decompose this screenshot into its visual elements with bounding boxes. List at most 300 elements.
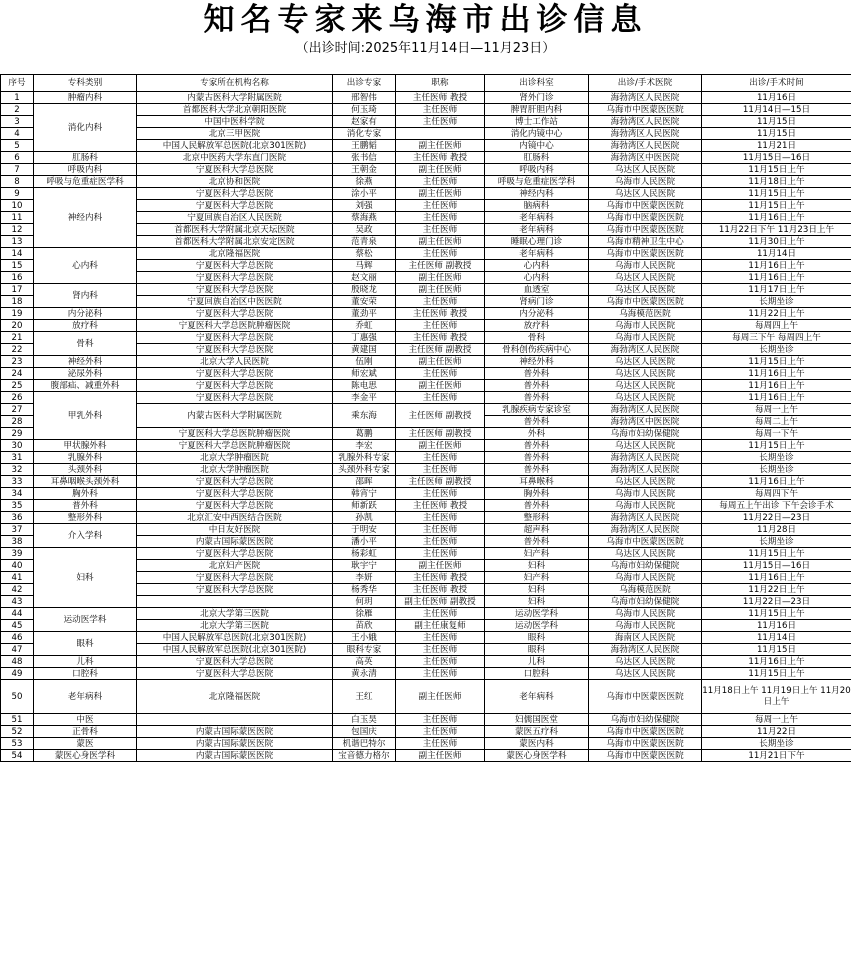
title-cell [396, 128, 485, 140]
specialty-cell: 放疗科 [34, 320, 137, 332]
hospital-cell: 乌海市中医蒙医医院 [589, 104, 702, 116]
department-cell: 血透室 [485, 284, 589, 296]
time-cell: 11月22日—23日 [702, 512, 851, 524]
institution-cell: 宁夏医科大学总医院肿瘤医院 [137, 320, 333, 332]
expert-cell: 眼科专家 [333, 644, 396, 656]
table-row [1, 738, 851, 750]
expert-cell: 乔虹 [333, 320, 396, 332]
title-cell: 主任医师 教授 [396, 92, 485, 104]
institution-cell: 宁夏医科大学总医院 [137, 668, 333, 680]
title-cell: 主任医师 教授 [396, 332, 485, 344]
row-number: 10 [1, 200, 34, 212]
expert-cell: 孙凯 [333, 512, 396, 524]
department-cell: 普外科 [485, 368, 589, 380]
row-number: 24 [1, 368, 34, 380]
time-cell: 每周一上午 [702, 404, 851, 416]
row-number: 50 [1, 680, 34, 714]
department-cell: 妇儒国医堂 [485, 714, 589, 726]
hospital-cell: 海勃湾区人民医院 [589, 128, 702, 140]
expert-cell: 王小娥 [333, 632, 396, 644]
row-number: 46 [1, 632, 34, 644]
row-number: 49 [1, 668, 34, 680]
row-number: 35 [1, 500, 34, 512]
column-header: 专家所在机构名称 [137, 75, 333, 92]
expert-cell: 耿宇宁 [333, 560, 396, 572]
department-cell: 神经外科 [485, 356, 589, 368]
time-cell: 11月22日上午 [702, 584, 851, 596]
specialty-cell: 蒙医 [34, 738, 137, 750]
title-cell: 主任医师 [396, 714, 485, 726]
row-number: 23 [1, 356, 34, 368]
institution-cell: 北京大学第三医院 [137, 608, 333, 620]
title-cell: 主任医师 教授 [396, 152, 485, 164]
department-cell: 普外科 [485, 464, 589, 476]
time-cell: 11月16日上午 [702, 272, 851, 284]
time-cell: 11月17日上午 [702, 284, 851, 296]
expert-cell: 殷晓龙 [333, 284, 396, 296]
title-cell: 主任医师 [396, 536, 485, 548]
title-cell: 副主任医师 [396, 272, 485, 284]
specialty-cell: 神经内科 [34, 188, 137, 248]
hospital-cell: 乌海市人民医院 [589, 320, 702, 332]
row-number: 14 [1, 248, 34, 260]
title-cell: 主任医师 [396, 368, 485, 380]
expert-cell: 蔡松 [333, 248, 396, 260]
institution-cell: 北京协和医院 [137, 176, 333, 188]
institution-cell: 北京隆福医院 [137, 680, 333, 714]
table-row [1, 392, 851, 404]
department-cell: 胸外科 [485, 488, 589, 500]
specialty-cell: 耳鼻咽喉头颈外科 [34, 476, 137, 488]
department-cell: 放疗科 [485, 320, 589, 332]
expert-cell: 葛鹏 [333, 428, 396, 440]
row-number: 54 [1, 750, 34, 762]
expert-cell: 涂小平 [333, 188, 396, 200]
expert-cell: 邵晖 [333, 476, 396, 488]
institution-cell: 中日友好医院 [137, 524, 333, 536]
institution-cell: 宁夏回族自治区中医医院 [137, 296, 333, 308]
row-number: 21 [1, 332, 34, 344]
row-number: 15 [1, 260, 34, 272]
institution-cell: 中国人民解放军总医院(北京301医院) [137, 140, 333, 152]
hospital-cell: 乌海模范医院 [589, 584, 702, 596]
row-number: 53 [1, 738, 34, 750]
institution-cell: 内蒙古国际蒙医医院 [137, 750, 333, 762]
hospital-cell: 乌海市人民医院 [589, 332, 702, 344]
row-number: 52 [1, 726, 34, 738]
institution-cell: 宁夏医科大学总医院 [137, 164, 333, 176]
expert-cell: 黄永清 [333, 668, 396, 680]
table-row [1, 668, 851, 680]
title-cell: 副主任康复师 [396, 620, 485, 632]
department-cell: 肛肠科 [485, 152, 589, 164]
institution-cell: 北京隆福医院 [137, 248, 333, 260]
time-cell: 11月14日—15日 [702, 104, 851, 116]
specialty-cell: 乳腺外科 [34, 452, 137, 464]
specialty-cell: 胸外科 [34, 488, 137, 500]
expert-cell: 何玉琦 [333, 104, 396, 116]
time-cell: 11月16日上午 [702, 476, 851, 488]
hospital-cell: 海勃湾区人民医院 [589, 512, 702, 524]
time-cell: 11月18日上午 11月19日上午 11月20日上午 [702, 680, 851, 714]
time-cell: 11月30日上午 [702, 236, 851, 248]
title-cell: 主任医师 教授 [396, 572, 485, 584]
department-cell: 妇科 [485, 560, 589, 572]
hospital-cell: 乌达区人民医院 [589, 656, 702, 668]
institution-cell: 北京大学人民医院 [137, 356, 333, 368]
specialty-cell: 甲状腺外科 [34, 440, 137, 452]
department-cell: 蒙医心身医学科 [485, 750, 589, 762]
title-cell: 主任医师 [396, 212, 485, 224]
row-number: 42 [1, 584, 34, 596]
row-number: 45 [1, 620, 34, 632]
table-header-row [1, 75, 851, 92]
department-cell: 普外科 [485, 440, 589, 452]
hospital-cell: 乌海市人民医院 [589, 500, 702, 512]
hospital-cell: 乌海市中医蒙医医院 [589, 212, 702, 224]
time-cell: 11月15日上午 [702, 188, 851, 200]
hospital-cell: 乌海市中医蒙医医院 [589, 200, 702, 212]
table-row [1, 500, 851, 512]
department-cell: 外科 [485, 428, 589, 440]
title-cell: 主任医师 [396, 632, 485, 644]
table-row [1, 368, 851, 380]
specialty-cell: 儿科 [34, 656, 137, 668]
institution-cell: 宁夏医科大学总医院 [137, 392, 333, 404]
department-cell: 普外科 [485, 380, 589, 392]
institution-cell: 中国人民解放军总医院(北京301医院) [137, 632, 333, 644]
specialty-cell: 神经外科 [34, 356, 137, 368]
expert-cell: 陈电思 [333, 380, 396, 392]
row-number: 47 [1, 644, 34, 656]
time-cell: 11月16日上午 [702, 392, 851, 404]
expert-cell: 范青泉 [333, 236, 396, 248]
title-cell: 副主任医师 [396, 188, 485, 200]
hospital-cell: 海勃湾区人民医院 [589, 344, 702, 356]
table-row [1, 632, 851, 644]
hospital-cell: 海南区人民医院 [589, 632, 702, 644]
specialty-cell: 普外科 [34, 500, 137, 512]
hospital-cell: 海勃湾区人民医院 [589, 644, 702, 656]
specialty-cell: 妇科 [34, 548, 137, 608]
title-cell: 主任医师 [396, 392, 485, 404]
row-number: 9 [1, 188, 34, 200]
row-number: 27 [1, 404, 34, 416]
hospital-cell: 乌达区人民医院 [589, 668, 702, 680]
hospital-cell: 乌海市中医蒙医医院 [589, 738, 702, 750]
hospital-cell: 乌海市妇幼保健院 [589, 596, 702, 608]
department-cell: 普外科 [485, 392, 589, 404]
table-row [1, 476, 851, 488]
title-cell: 副主任医师 [396, 560, 485, 572]
expert-cell: 何玥 [333, 596, 396, 608]
time-cell: 11月21日 [702, 140, 851, 152]
hospital-cell: 乌海市中医蒙医医院 [589, 296, 702, 308]
hospital-cell: 海勃湾区中医医院 [589, 416, 702, 428]
title-cell: 副主任医师 副教授 [396, 596, 485, 608]
title-cell: 主任医师 副教授 [396, 428, 485, 440]
specialty-cell: 甲乳外科 [34, 392, 137, 440]
time-cell: 11月16日 [702, 92, 851, 104]
department-cell: 妇产科 [485, 548, 589, 560]
hospital-cell: 乌达区人民医院 [589, 476, 702, 488]
title-cell: 主任医师 [396, 512, 485, 524]
row-number: 25 [1, 380, 34, 392]
row-number: 11 [1, 212, 34, 224]
department-cell: 消化内镜中心 [485, 128, 589, 140]
institution-cell: 北京妇产医院 [137, 560, 333, 572]
table-row [1, 356, 851, 368]
time-cell: 11月15日上午 [702, 356, 851, 368]
table-row [1, 164, 851, 176]
time-cell: 11月15日上午 [702, 440, 851, 452]
title-cell: 副主任医师 [396, 750, 485, 762]
expert-cell: 蔡海燕 [333, 212, 396, 224]
department-cell: 普外科 [485, 500, 589, 512]
row-number: 48 [1, 656, 34, 668]
time-cell: 每周二上午 [702, 416, 851, 428]
row-number: 19 [1, 308, 34, 320]
department-cell: 运动医学科 [485, 608, 589, 620]
row-number: 33 [1, 476, 34, 488]
hospital-cell: 乌海市中医蒙医医院 [589, 680, 702, 714]
specialty-cell: 运动医学科 [34, 608, 137, 632]
time-cell: 11月16日上午 [702, 380, 851, 392]
column-header: 出诊科室 [485, 75, 589, 92]
department-cell: 眼科 [485, 644, 589, 656]
schedule-table [0, 74, 851, 762]
specialty-cell: 呼吸内科 [34, 164, 137, 176]
table-row [1, 488, 851, 500]
title-cell: 主任医师 [396, 116, 485, 128]
institution-cell [137, 596, 333, 608]
institution-cell: 宁夏医科大学总医院 [137, 332, 333, 344]
institution-cell: 宁夏医科大学总医院 [137, 272, 333, 284]
title-cell: 主任医师 [396, 488, 485, 500]
title-cell: 主任医师 副教授 [396, 260, 485, 272]
specialty-cell: 消化内科 [34, 104, 137, 152]
title-cell: 副主任医师 [396, 356, 485, 368]
row-number: 8 [1, 176, 34, 188]
hospital-cell: 乌海市人民医院 [589, 620, 702, 632]
row-number: 36 [1, 512, 34, 524]
time-cell: 11月22日 [702, 726, 851, 738]
expert-cell: 王朝金 [333, 164, 396, 176]
row-number: 41 [1, 572, 34, 584]
specialty-cell: 眼科 [34, 632, 137, 656]
table-row [1, 524, 851, 536]
row-number: 13 [1, 236, 34, 248]
time-cell: 11月18日上午 [702, 176, 851, 188]
specialty-cell: 泌尿外科 [34, 368, 137, 380]
institution-cell: 宁夏医科大学总医院肿瘤医院 [137, 428, 333, 440]
time-cell: 每周四上午 [702, 320, 851, 332]
time-cell: 11月16日 [702, 620, 851, 632]
table-row [1, 104, 851, 116]
time-cell: 11月15日上午 [702, 200, 851, 212]
hospital-cell: 乌海市妇幼保健院 [589, 428, 702, 440]
hospital-cell: 乌达区人民医院 [589, 272, 702, 284]
expert-cell: 李金平 [333, 392, 396, 404]
time-cell: 11月14日 [702, 248, 851, 260]
department-cell: 老年病科 [485, 248, 589, 260]
hospital-cell: 海勃湾区人民医院 [589, 116, 702, 128]
hospital-cell: 乌海市人民医院 [589, 260, 702, 272]
institution-cell: 宁夏医科大学总医院 [137, 188, 333, 200]
title-cell: 副主任医师 [396, 284, 485, 296]
hospital-cell: 乌海市人民医院 [589, 608, 702, 620]
expert-cell: 张书信 [333, 152, 396, 164]
time-cell: 长期坐诊 [702, 452, 851, 464]
table-row [1, 548, 851, 560]
title-cell: 主任医师 [396, 726, 485, 738]
institution-cell: 宁夏医科大学总医院 [137, 500, 333, 512]
hospital-cell: 乌海市精神卫生中心 [589, 236, 702, 248]
title-cell: 主任医师 [396, 608, 485, 620]
row-number: 30 [1, 440, 34, 452]
institution-cell: 内蒙古国际蒙医医院 [137, 738, 333, 750]
time-cell: 11月14日 [702, 632, 851, 644]
expert-cell: 杨秀华 [333, 584, 396, 596]
specialty-cell: 呼吸与危重症医学科 [34, 176, 137, 188]
institution-cell: 宁夏医科大学总医院 [137, 260, 333, 272]
institution-cell: 北京三甲医院 [137, 128, 333, 140]
institution-cell: 内蒙古国际蒙医医院 [137, 726, 333, 738]
table-row [1, 750, 851, 762]
department-cell: 肾病门诊 [485, 296, 589, 308]
row-number: 1 [1, 92, 34, 104]
department-cell: 呼吸与危重症医学科 [485, 176, 589, 188]
department-cell: 儿科 [485, 656, 589, 668]
title-cell: 副主任医师 [396, 440, 485, 452]
hospital-cell: 乌海市中医蒙医医院 [589, 750, 702, 762]
specialty-cell: 骨科 [34, 332, 137, 356]
department-cell: 骨科 [485, 332, 589, 344]
time-cell: 11月15日—16日 [702, 152, 851, 164]
department-cell: 肾外门诊 [485, 92, 589, 104]
time-cell: 11月15日上午 [702, 608, 851, 620]
expert-cell: 丁惠强 [333, 332, 396, 344]
expert-cell: 宝音德力格尔 [333, 750, 396, 762]
expert-cell: 徐燕 [333, 176, 396, 188]
time-cell: 长期坐诊 [702, 738, 851, 750]
time-cell: 每周四下午 [702, 488, 851, 500]
title-cell: 主任医师 [396, 668, 485, 680]
hospital-cell: 乌海市妇幼保健院 [589, 560, 702, 572]
department-cell: 整形科 [485, 512, 589, 524]
title-cell: 主任医师 [396, 452, 485, 464]
title-cell: 主任医师 副教授 [396, 344, 485, 356]
department-cell: 妇产科 [485, 572, 589, 584]
hospital-cell: 乌海市中医蒙医医院 [589, 224, 702, 236]
institution-cell: 宁夏医科大学总医院 [137, 344, 333, 356]
expert-cell: 王红 [333, 680, 396, 714]
expert-cell: 潘小平 [333, 536, 396, 548]
title-cell: 主任医师 [396, 104, 485, 116]
row-number: 12 [1, 224, 34, 236]
department-cell: 内镜中心 [485, 140, 589, 152]
title-cell: 主任医师 [396, 644, 485, 656]
time-cell: 长期坐诊 [702, 344, 851, 356]
expert-cell: 苗欣 [333, 620, 396, 632]
expert-cell: 董劲平 [333, 308, 396, 320]
hospital-cell: 乌海市中医蒙医医院 [589, 536, 702, 548]
institution-cell: 宁夏医科大学总医院 [137, 488, 333, 500]
institution-cell: 内蒙古医科大学附属医院 [137, 404, 333, 428]
table-row [1, 152, 851, 164]
table-row [1, 380, 851, 392]
hospital-cell: 乌海市中医蒙医医院 [589, 726, 702, 738]
time-cell: 长期坐诊 [702, 536, 851, 548]
specialty-cell: 肿瘤内科 [34, 92, 137, 104]
time-cell: 11月16日上午 [702, 572, 851, 584]
specialty-cell: 正骨科 [34, 726, 137, 738]
row-number: 51 [1, 714, 34, 726]
time-cell: 11月16日上午 [702, 656, 851, 668]
department-cell: 神经内科 [485, 188, 589, 200]
time-cell: 每周一下午 [702, 428, 851, 440]
institution-cell: 宁夏医科大学总医院 [137, 476, 333, 488]
expert-cell: 伍刚 [333, 356, 396, 368]
specialty-cell: 蒙医心身医学科 [34, 750, 137, 762]
time-cell: 11月16日上午 [702, 260, 851, 272]
title-cell: 副主任医师 [396, 140, 485, 152]
institution-cell: 宁夏医科大学总医院 [137, 548, 333, 560]
department-cell: 脑病科 [485, 200, 589, 212]
department-cell: 骨科创伤疾病中心 [485, 344, 589, 356]
department-cell: 妇科 [485, 584, 589, 596]
institution-cell: 首都医科大学北京朝阳医院 [137, 104, 333, 116]
table-row [1, 320, 851, 332]
hospital-cell: 乌达区人民医院 [589, 356, 702, 368]
time-cell: 长期坐诊 [702, 464, 851, 476]
title-cell: 主任医师 [396, 524, 485, 536]
row-number: 43 [1, 596, 34, 608]
hospital-cell: 海勃湾区中医医院 [589, 152, 702, 164]
institution-cell: 首都医科大学附属北京天坛医院 [137, 224, 333, 236]
institution-cell: 宁夏医科大学总医院 [137, 284, 333, 296]
department-cell: 心内科 [485, 272, 589, 284]
time-cell: 11月16日上午 [702, 368, 851, 380]
column-header: 出诊专家 [333, 75, 396, 92]
table-row [1, 714, 851, 726]
department-cell: 眼科 [485, 632, 589, 644]
time-cell: 11月15日 [702, 116, 851, 128]
row-number: 39 [1, 548, 34, 560]
row-number: 18 [1, 296, 34, 308]
institution-cell: 宁夏医科大学总医院 [137, 572, 333, 584]
title-cell: 副主任医师 [396, 236, 485, 248]
department-cell: 睡眠心理门诊 [485, 236, 589, 248]
specialty-cell: 整形外科 [34, 512, 137, 524]
time-cell: 长期坐诊 [702, 296, 851, 308]
department-cell: 乳腺疾病专家诊室 [485, 404, 589, 416]
expert-cell: 白玉昊 [333, 714, 396, 726]
title-cell: 主任医师 [396, 176, 485, 188]
specialty-cell: 腹部疝、减重外科 [34, 380, 137, 392]
hospital-cell: 乌海市人民医院 [589, 572, 702, 584]
institution-cell: 宁夏医科大学总医院 [137, 368, 333, 380]
table-row [1, 452, 851, 464]
specialty-cell: 肾内科 [34, 284, 137, 308]
expert-cell: 机谐巴特尔 [333, 738, 396, 750]
table-row [1, 440, 851, 452]
table-row [1, 92, 851, 104]
time-cell: 11月16日上午 [702, 212, 851, 224]
hospital-cell: 乌海模范医院 [589, 308, 702, 320]
row-number: 28 [1, 416, 34, 428]
expert-cell: 董安荣 [333, 296, 396, 308]
